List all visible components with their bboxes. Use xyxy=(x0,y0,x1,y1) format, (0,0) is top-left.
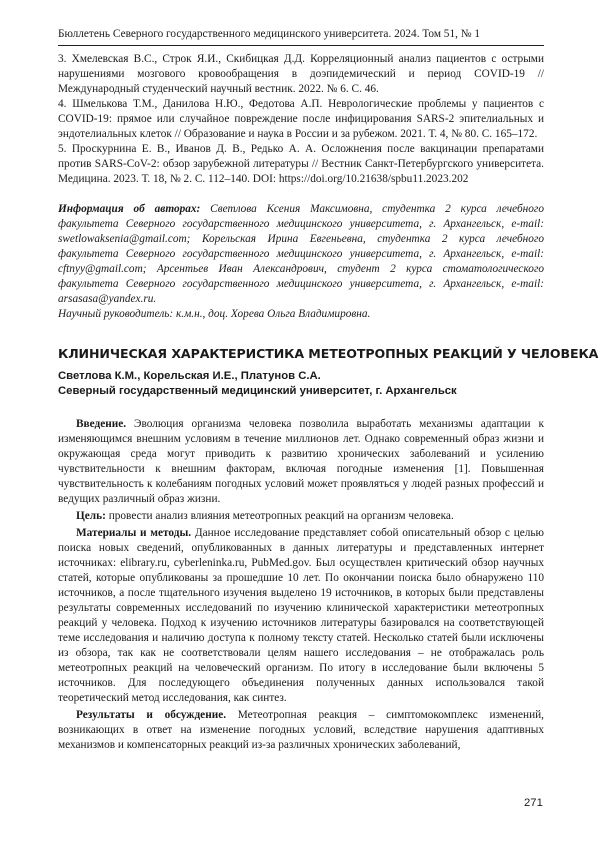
methods-paragraph xyxy=(58,526,544,706)
methods-text: Данное исследование представляет собой описательный обзор с целью поиска новых сведений, опубликованных в данных литературы и представленных интернет источниках: elibrary.ru, cyberleninka.ru, PubMed.gov. Был осуществлен критический обзор научных статей, которые опубликованы за прошедшие 10 лет. По окончании поиска было обнаружено 110 источников, а после тщательного изучения выделено 19 источников, в которых были представлены результаты современных исследований по изучению клинической характеристики метеотропных реакций у человека. Подход к изучению источников литературы базировался на соответствующей теме исследования и наличию доступа к полному тексту статей. Несколько статей были исключены из обзора, так как не соответствовали целям нашего исследования – не отображалась роль метеотропных реакций на человеческий организм. По итогу в исследование были включены 5 источников. Для последующего объединения полученных данных использовался такой теоретический метод исследования, как синтез. xyxy=(58,527,544,704)
reference-item: 4. Шмелькова Т.М., Данилова Н.Ю., Федотова А.П. Неврологические проблемы у пациентов с COVID-19: прямое или случайное повреждение после инфицирования SARS-2 эпителиальных и эндотелиальных клеток // Образование и наука в России и за рубежом. 2021. Т. 4, № 80. С. 165–172. xyxy=(58,98,544,140)
supervisor-line: Научный руководитель: к.м.н., доц. Хорева Ольга Владимировна. xyxy=(58,308,371,320)
reference-item: 5. Проскурнина Е. В., Иванов Д. В., Редько А. А. Осложнения после вакцинации препаратами против SARS-CoV-2: обзор зарубежной литературы // Вестник Санкт-Петербургского университета. Медицина. 2023. Т. 18, № 2. С. 112–140. DOI: https://doi.org/10.21638/spbu11.2023.202 xyxy=(58,143,544,185)
aim-paragraph xyxy=(58,509,544,524)
article-title: КЛИНИЧЕСКАЯ ХАРАКТЕРИСТИКА МЕТЕОТРОПНЫХ РЕАКЦИЙ У ЧЕЛОВЕКА xyxy=(58,346,599,361)
intro-label: Введение. xyxy=(76,418,127,430)
header-divider xyxy=(58,45,544,46)
article-authors: Светлова К.М., Корельская И.Е., Платунов С.А. xyxy=(58,370,321,382)
article-affiliation: Северный государственный медицинский университет, г. Архангельск xyxy=(58,385,457,397)
running-header: Бюллетень Северного государственного медицинского университета. 2024. Том 51, № 1 xyxy=(58,28,480,40)
intro-text: Эволюция организма человека позволила выработать механизмы адаптации к изменяющимся внешним условиям в течение миллионов лет. Однако современный образ жизни и окружающая среда могут приводить к развитию хронических заболеваний и усилению чувствительности к внешним факторам, включая погодные изменения [1]. Повышенная чувствительность к колебаниям погодных условий может проявляться у людей разных профессий и ведущих различный образ жизни. xyxy=(58,418,544,505)
methods-label: Материалы и методы. xyxy=(76,527,192,539)
intro-paragraph xyxy=(58,417,544,507)
page-number: 271 xyxy=(524,797,543,809)
authors-info-lead: Информация об авторах: xyxy=(58,203,201,215)
authors-info-text: Светлова Ксения Максимовна, студентка 2 курса лечебного факультета Северного государственного медицинского университета, г. Архангельск, e-mail: swetlowaksenia@gmail.com; Корельская Ирина Евгеньевна, студентка 2 курса лечебного факультета Северного государственного медицинского университета, г. Архангельск, e-mail: cftnyy@gmail.com; Арсентьев Иван Александрович, студент 2 курса стоматологического факультета Северного государственного медицинского университета, г. Архангельск, e-mail: arsasasa@yandex.ru. xyxy=(58,203,544,305)
reference-item: 3. Хмелевская В.С., Строк Я.И., Скибицкая Д.Д. Корреляционный анализ пациентов с острыми нарушениями мозгового кровообращения в доэпидемический и период COVID-19 // Международный студенческий научный вестник. 2022. № 6. С. 46. xyxy=(58,53,544,95)
page-body xyxy=(58,52,599,753)
aim-text: провести анализ влияния метеотропных реакций на организм человека. xyxy=(108,510,454,522)
results-text: Метеотропная реакция – симптомокомплекс изменений, возникающих в ответ на изменение погодных условий, вследствие нарушения адаптивных механизмов и компенсаторных реакций из-за различных хронических заболеваний, xyxy=(58,709,545,751)
results-paragraph xyxy=(58,708,544,753)
authors-info xyxy=(58,202,544,307)
results-label: Результаты и обсуждение. xyxy=(76,709,227,721)
aim-label: Цель: xyxy=(76,510,106,522)
